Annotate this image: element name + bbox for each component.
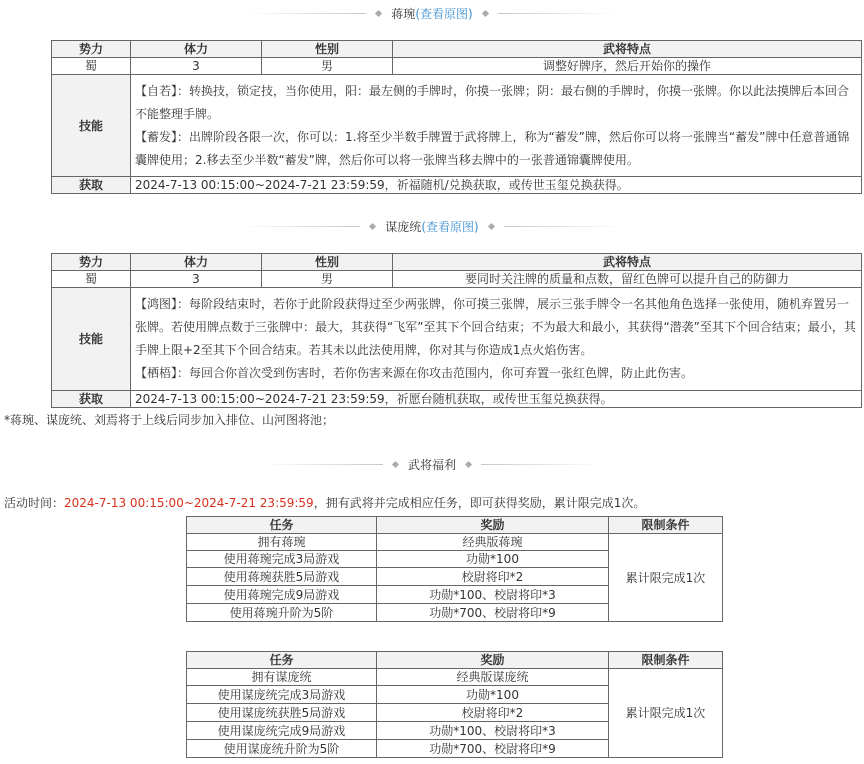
- diamond-icon: [482, 9, 489, 16]
- divider-line: [246, 13, 366, 14]
- diamond-icon: [375, 9, 382, 16]
- task-cell: 拥有谋庞统: [187, 669, 377, 686]
- activity-suffix: ，拥有武将并完成相应任务，即可获得奖励，累计限完成1次。: [313, 496, 646, 510]
- task-cell: 使用谋庞统完成3局游戏: [187, 686, 377, 704]
- diamond-icon: [465, 460, 472, 467]
- general-name: 蒋琬: [391, 6, 416, 21]
- header-reward: 奖励: [377, 517, 609, 534]
- reward-cell: 功勋*700、校尉将印*9: [377, 740, 609, 758]
- reward-cell: 功勋*700、校尉将印*9: [377, 604, 609, 622]
- task-cell: 使用蒋琬升阶为5阶: [187, 604, 377, 622]
- activity-prefix: 活动时间：: [4, 496, 65, 510]
- reward-table-jiangwan: [186, 516, 723, 622]
- reward-cell: 功勋*100: [377, 686, 609, 704]
- task-cell: 使用谋庞统升阶为5阶: [187, 740, 377, 758]
- reward-cell: 经典版蒋琬: [377, 534, 609, 551]
- header-gender: 性别: [262, 254, 393, 271]
- divider-line: [263, 464, 383, 465]
- reward-cell: 功勋*100、校尉将印*3: [377, 586, 609, 604]
- skill-text: 【栖梧】：每回合你首次受到伤害时，若你伤害来源在你攻击范围内，你可弃置一张红色牌，防止此伤害。: [135, 366, 694, 380]
- header-faction: 势力: [52, 254, 131, 271]
- section-title-welfare: [0, 456, 864, 472]
- header-limit: 限制条件: [609, 652, 723, 669]
- pool-note: *蒋琬、谋庞统、刘焉将于上线后同步加入排位、山河图将池；: [4, 413, 335, 427]
- hp-value: 3: [131, 271, 262, 288]
- activity-info: [4, 494, 645, 511]
- limit-cell: 累计限完成1次: [609, 669, 723, 758]
- diamond-icon: [392, 460, 399, 467]
- header-faction: 势力: [52, 41, 131, 58]
- header-feature: 武将特点: [393, 41, 862, 58]
- header-limit: 限制条件: [609, 517, 723, 534]
- reward-cell: 校尉将印*2: [377, 568, 609, 586]
- header-feature: 武将特点: [393, 254, 862, 271]
- task-cell: 使用谋庞统完成9局游戏: [187, 722, 377, 740]
- diamond-icon: [488, 222, 495, 229]
- gender-value: 男: [262, 58, 393, 75]
- skill-label: 技能: [52, 288, 131, 391]
- view-original-link[interactable]: (查看原图): [415, 6, 473, 21]
- general-name: 谋庞统: [385, 219, 422, 234]
- obtain-label: 获取: [52, 391, 131, 408]
- feature-value: 调整好牌序，然后开始你的操作: [393, 58, 862, 75]
- reward-cell: 经典版谋庞统: [377, 669, 609, 686]
- reward-cell: 功勋*100、校尉将印*3: [377, 722, 609, 740]
- reward-cell: 校尉将印*2: [377, 704, 609, 722]
- header-task: 任务: [187, 517, 377, 534]
- skill-text: 【蓄发】：出牌阶段各限一次，你可以：1.将至少半数手牌置于武将牌上，称为“蓄发”牌，然后你可以将一张牌当“蓄发”牌中任意普通锦囊牌使用；2.移去至少半数“蓄发”牌，然后你可以将一张牌当移去牌中的一张普通锦囊牌使用。: [135, 129, 850, 167]
- obtain-text: 2024-7-13 00:15:00~2024-7-21 23:59:59，祈愿台随机获取，或传世玉玺兑换获得。: [131, 391, 862, 408]
- faction-value: 蜀: [52, 271, 131, 288]
- header-hp: 体力: [131, 41, 262, 58]
- divider-line: [498, 13, 618, 14]
- feature-value: 要同时关注牌的质量和点数，留红色牌可以提升自己的防御力: [393, 271, 862, 288]
- diamond-icon: [369, 222, 376, 229]
- section-title-text: 武将福利: [407, 457, 456, 472]
- hp-value: 3: [131, 58, 262, 75]
- task-cell: 使用蒋琬获胜5局游戏: [187, 568, 377, 586]
- skill-label: 技能: [52, 75, 131, 177]
- section-title-jiangwan: [0, 5, 864, 21]
- reward-cell: 功勋*100: [377, 551, 609, 568]
- divider-line: [240, 226, 360, 227]
- header-task: 任务: [187, 652, 377, 669]
- skill-text: 【自若】：转换技，锁定技，当你使用，阳：最左侧的手牌时，你摸一张牌；阴：最右侧的手牌时，你摸一张牌。你以此法摸牌后本回合不能整理手牌。: [135, 83, 850, 121]
- task-cell: 使用蒋琬完成9局游戏: [187, 586, 377, 604]
- limit-cell: 累计限完成1次: [609, 534, 723, 622]
- view-original-link[interactable]: (查看原图): [421, 219, 479, 234]
- task-cell: 拥有蒋琬: [187, 534, 377, 551]
- gender-value: 男: [262, 271, 393, 288]
- skill-text: 【鸿图】：每阶段结束时，若你于此阶段获得过至少两张牌，你可摸三张牌，展示三张手牌令一名其他角色选择一张使用，随机弃置另一张牌。若使用牌点数于三张牌中：最大，其获得“飞军”至其下个回合结束；不为最大和最小，其获得“潜袭”至其下个回合结束；最小，其手牌上限+2至其下个回合结束。若其未以此法使用牌，你对其与你造成1点火焰伤害。: [135, 297, 856, 357]
- skill-cell: [131, 75, 862, 177]
- header-reward: 奖励: [377, 652, 609, 669]
- header-hp: 体力: [131, 254, 262, 271]
- obtain-text: 2024-7-13 00:15:00~2024-7-21 23:59:59，祈福随机/兑换获取，或传世玉玺兑换获得。: [131, 177, 862, 194]
- obtain-label: 获取: [52, 177, 131, 194]
- task-cell: 使用蒋琬完成3局游戏: [187, 551, 377, 568]
- general-table-jiangwan: [51, 40, 862, 194]
- header-gender: 性别: [262, 41, 393, 58]
- skill-cell: [131, 288, 862, 391]
- activity-time: 2024-7-13 00:15:00~2024-7-21 23:59:59: [64, 496, 314, 510]
- general-table-moupangtong: [51, 253, 862, 408]
- faction-value: 蜀: [52, 58, 131, 75]
- section-title-moupangtong: [0, 218, 864, 234]
- divider-line: [504, 226, 624, 227]
- divider-line: [481, 464, 601, 465]
- reward-table-moupangtong: [186, 651, 723, 758]
- task-cell: 使用谋庞统获胜5局游戏: [187, 704, 377, 722]
